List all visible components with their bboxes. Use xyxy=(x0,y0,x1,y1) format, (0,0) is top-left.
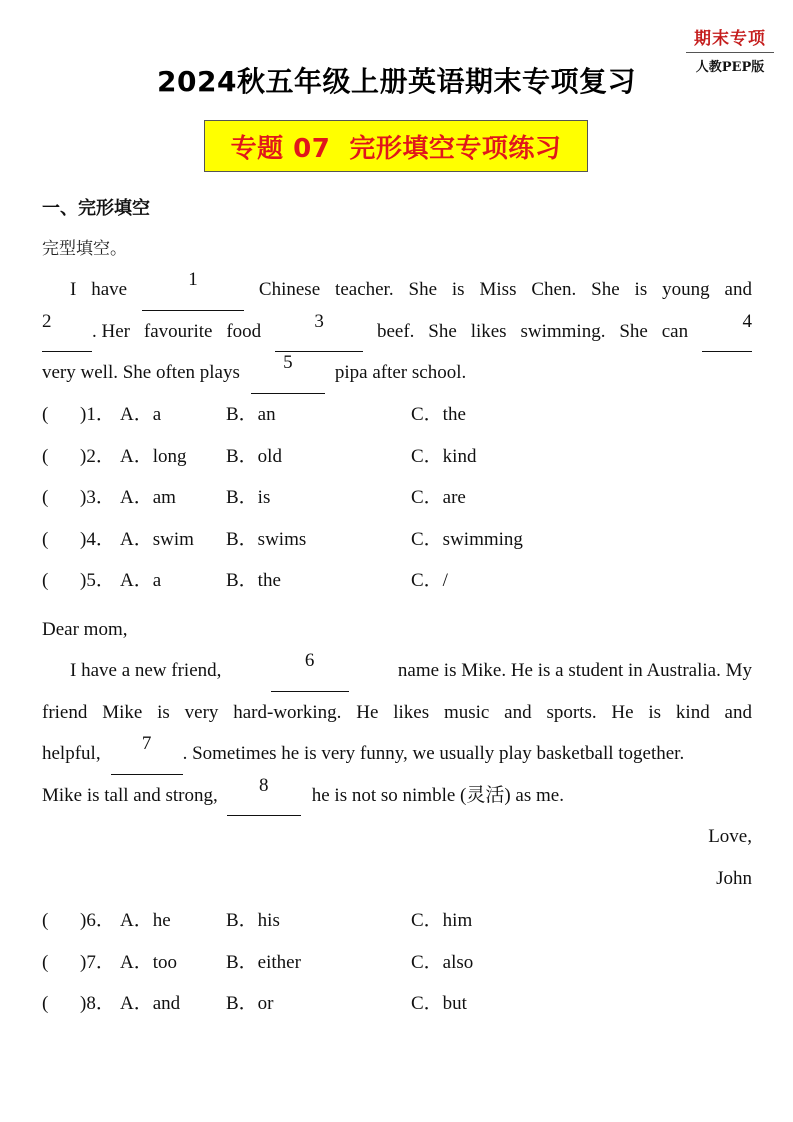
blank-1: 1 xyxy=(142,269,244,311)
passage-2-line-3 xyxy=(42,733,752,775)
word: and xyxy=(724,279,752,300)
word: and xyxy=(724,701,752,723)
word: favourite xyxy=(143,320,213,342)
answer-paren: ( xyxy=(42,404,49,425)
blank-5: 5 xyxy=(251,352,325,394)
passage-2 xyxy=(42,650,752,816)
word: kind xyxy=(675,701,710,723)
answer-paren: ( xyxy=(42,445,49,467)
word: music xyxy=(443,701,490,723)
option-b: B．the xyxy=(226,570,281,592)
option-b: B．either xyxy=(226,951,301,973)
word: very xyxy=(184,701,219,723)
option-b: B．an xyxy=(226,404,276,425)
option-a: A．he xyxy=(120,910,171,931)
passage-2-line-1 xyxy=(42,650,752,692)
word: I xyxy=(70,279,77,300)
passage-1-line-3 xyxy=(42,352,752,394)
passage-2-line-2 xyxy=(42,692,752,734)
letter-salutation: Dear mom, xyxy=(42,619,128,640)
answer-paren: ( xyxy=(42,993,49,1015)
blank-7: 7 xyxy=(111,733,183,775)
word: can xyxy=(661,320,689,342)
option-b: B．is xyxy=(226,487,271,509)
option-c: C．the xyxy=(411,404,466,425)
question-number: )7． xyxy=(80,951,115,973)
option-c: C．him xyxy=(411,910,473,931)
passage-1 xyxy=(42,269,752,394)
text-segment: . Sometimes he is very funny, we usually play basketball together. xyxy=(182,743,685,765)
topic-banner xyxy=(204,120,588,172)
blank-6: 6 xyxy=(271,650,349,692)
text-segment: name is Mike. He is a student in Australia. My xyxy=(397,660,752,681)
answer-paren: ( xyxy=(42,487,49,509)
question-number: )6． xyxy=(80,910,115,931)
question-number: )1． xyxy=(80,404,115,425)
word: is xyxy=(157,701,170,723)
word: teacher. xyxy=(335,279,394,300)
option-b: B．old xyxy=(226,445,282,467)
topic-title: 专题 07 完形填空专项练习 xyxy=(230,133,562,164)
text-segment: helpful, xyxy=(42,743,101,765)
question-number: )5． xyxy=(80,570,115,592)
word: likes xyxy=(393,701,430,723)
option-a: A．a xyxy=(120,404,162,425)
blank-4: 4 xyxy=(702,311,752,353)
option-b: B．or xyxy=(226,993,274,1015)
answer-paren: ( xyxy=(42,528,49,550)
text-segment: Mike is tall and strong, xyxy=(42,784,218,806)
option-c: C．kind xyxy=(411,445,477,467)
edition-tag-bottom: 人教PEP版 xyxy=(695,60,765,75)
word: Chinese xyxy=(258,279,321,300)
letter-closing: Love, xyxy=(708,826,752,847)
word: is xyxy=(648,701,662,723)
page-title: 2024秋五年级上册英语期末专项复习 xyxy=(157,65,636,98)
option-a: A．too xyxy=(120,951,178,973)
text-segment: I have a new friend, xyxy=(70,660,222,681)
word: young xyxy=(662,279,710,300)
option-b: B．swims xyxy=(226,528,307,550)
question-number: )8． xyxy=(80,993,115,1015)
word: Mike xyxy=(102,701,143,723)
word: friend xyxy=(42,701,88,723)
word: She xyxy=(408,279,437,300)
word: is xyxy=(451,279,465,300)
passage-1-line-2 xyxy=(42,311,752,353)
option-c: C．but xyxy=(411,993,467,1015)
edition-tag-top: 期末专项 xyxy=(686,24,774,53)
passage-2-line-4 xyxy=(42,775,752,817)
word: and xyxy=(504,701,532,723)
blank-2: 2 xyxy=(42,311,92,353)
word: She xyxy=(619,320,648,342)
option-c: C．swimming xyxy=(411,528,523,550)
option-c: C．/ xyxy=(411,570,448,592)
word: likes xyxy=(470,320,507,342)
word: . Her xyxy=(92,320,130,342)
question-number: )3． xyxy=(80,487,115,509)
word: beef. xyxy=(376,320,415,342)
answer-paren: ( xyxy=(42,910,49,931)
section-heading: 一、完形填空 xyxy=(42,198,150,219)
word: swimming. xyxy=(520,320,606,342)
option-a: A．swim xyxy=(120,528,194,550)
option-a: A．am xyxy=(120,487,176,509)
instruction-text: 完型填空。 xyxy=(42,239,127,259)
word: Chen. xyxy=(531,279,577,300)
text-segment: he is not so nimble (灵活) as me. xyxy=(311,784,564,806)
option-a: A．long xyxy=(120,445,187,467)
word: He xyxy=(611,701,634,723)
word: have xyxy=(91,279,128,300)
option-a: A．a xyxy=(120,570,162,592)
option-c: C．also xyxy=(411,951,474,973)
option-c: C．are xyxy=(411,487,466,509)
word: He xyxy=(356,701,379,723)
question-number: )2． xyxy=(80,445,115,467)
word: Miss xyxy=(479,279,517,300)
question-number: )4． xyxy=(80,528,115,550)
letter-signature: John xyxy=(716,868,752,889)
blank-8: 8 xyxy=(227,775,301,817)
word: She xyxy=(428,320,457,342)
answer-paren: ( xyxy=(42,570,49,592)
passage-1-line-1 xyxy=(42,269,752,311)
word: sports. xyxy=(546,701,597,723)
answer-paren: ( xyxy=(42,951,49,973)
word: food xyxy=(226,320,262,342)
blank-3: 3 xyxy=(275,311,363,353)
word: is xyxy=(634,279,648,300)
option-a: A．and xyxy=(120,993,181,1015)
word: hard-working. xyxy=(233,701,342,723)
text-segment: pipa after school. xyxy=(334,362,467,384)
option-b: B．his xyxy=(226,910,280,931)
text-segment: very well. She often plays xyxy=(42,362,240,384)
word: She xyxy=(591,279,620,300)
